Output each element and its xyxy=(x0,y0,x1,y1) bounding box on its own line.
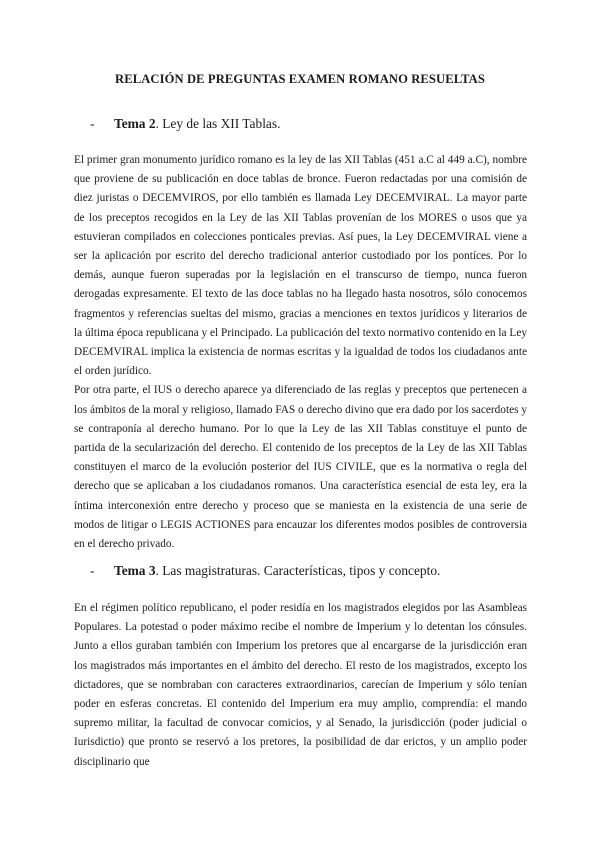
paragraph: El primer gran monumento jurídico romano es la ley de las XII Tablas (451 a.C al 449 a.C), nombre que proviene de su publicación en doce tablas de bronce. Fueron redactadas por una comisión de diez juristas o DECEMVIROS, por ello también es llamada Ley DECEMVIRAL. La mayor parte de los preceptos recogidos en la Ley de las XII Tablas provenían de los MORES o usos que ya estuvieran compilados en colecciones ponticales previas. Así pues, la Ley DECEMVIRAL viene a ser la aplicación por escrito del derecho tradicional anterior custodiado por los pontíces. Por lo demás, aunque fueron superadas por la legislación en el transcurso de tiempo, nunca fueron derogadas expresamente. El texto de las doce tablas no ha llegado hasta nosotros, sólo conocemos fragmentos y referencias sueltas del mismo, gracias a menciones en textos jurídicos y literarios de la última época republicana y el Principado. La publicación del texto normativo contenido en la Ley DECEMVIRAL implica la existencia de normas escritas y la igualdad de todos los ciudadanos ante el orden jurídico. xyxy=(74,154,527,378)
section-heading-tema-3 xyxy=(90,563,440,579)
tema-title: . Ley de las XII Tablas. xyxy=(155,116,281,131)
heading-dash: - xyxy=(90,563,95,578)
heading-text xyxy=(114,563,440,579)
tema-label: Tema 3 xyxy=(114,563,156,578)
heading-dash: - xyxy=(90,116,95,131)
section-body-tema-2 xyxy=(74,151,527,554)
tema-label: Tema 2 xyxy=(114,116,156,131)
paragraph: En el régimen político republicano, el poder residía en los magistrados elegidos por las Asambleas Populares. La potestad o poder máximo recibe el nombre de Imperium y lo detentan los cónsules. Junto a ellos guraban también con Imperium los pretores que al encargarse de la jurisdicción eran los magistrados más importantes en el ámbito del derecho. El resto de los magistrados, excepto los dictadores, que se nombraban con caracteres extraordinarios, carecían de Imperium y sólo tenían poder en esferas concretas. El contenido del Imperium era muy amplio, comprendía: el mando supremo militar, la facultad de convocar comicios, y al Senado, la jurisdicción (poder judicial o Iurisdictio) que pronto se reservó a los pretores, la posibilidad de dar erictos, y un amplio poder disciplinario que xyxy=(74,602,527,768)
tema-title: . Las magistraturas. Características, tipos y concepto. xyxy=(155,563,441,578)
paragraph: Por otra parte, el IUS o derecho aparece ya diferenciado de las reglas y preceptos que pertenecen a los ámbitos de la moral y religioso, llamado FAS o derecho divino que era dado por los sacerdotes y se contraponía al derecho humano. Por lo que la Ley de las XII Tablas constituye el punto de partida de la secularización del derecho. El contenido de los preceptos de la Ley de las XII Tablas constituyen el marco de la evolución posterior del IUS CIVILE, que es la normativa o regla del derecho que se aplicaban a los ciudadanos romanos. Una característica esencial de esta ley, era la íntima interconexión entre derecho y proceso que se maniesta en la existencia de una serie de modos de litigar o LEGIS ACTIONES para encauzar los diferentes modos posibles de controversia en el derecho privado. xyxy=(74,384,527,551)
document-title: RELACIÓN DE PREGUNTAS EXAMEN ROMANO RESUELTAS xyxy=(115,72,485,86)
section-heading-tema-2 xyxy=(90,116,280,132)
heading-text xyxy=(114,116,280,132)
section-body-tema-3 xyxy=(74,599,527,772)
